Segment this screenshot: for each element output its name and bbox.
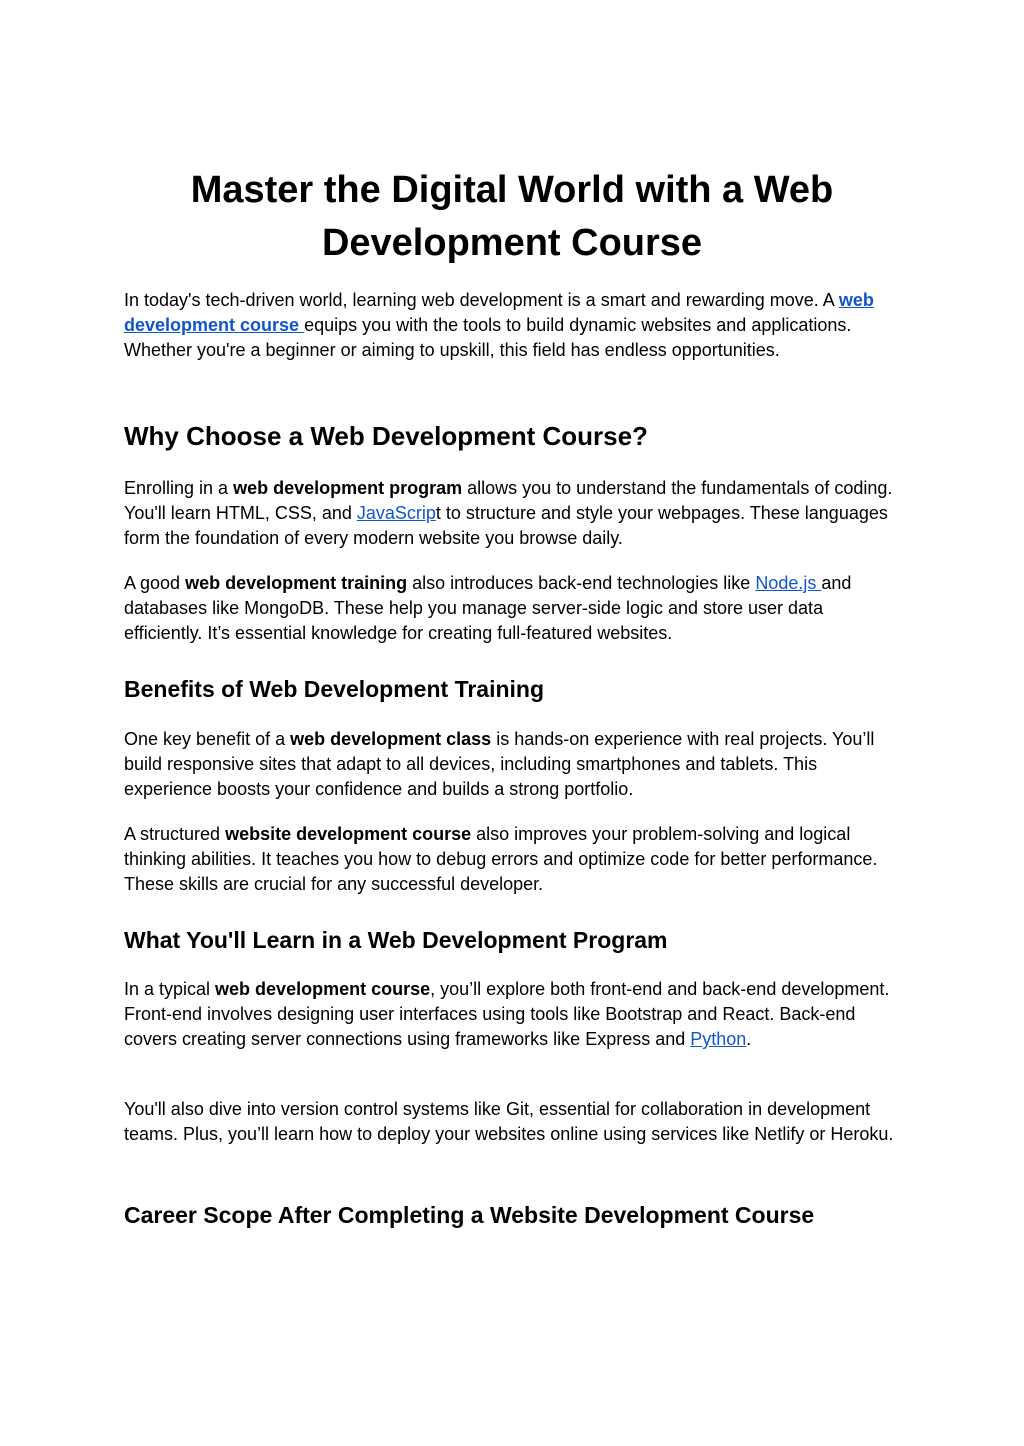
benefits-p2-bold: website development course	[225, 824, 472, 844]
benefits-paragraph-2	[124, 822, 900, 897]
learn-p1-text-2: , you’ll explore both front-end and back-end development. Front-end involves designing user interfaces using tools like Bootstrap and React. Back-end covers creating server connections using frameworks like Express and	[124, 979, 895, 1049]
intro-text-2: equips you with the tools to build dynamic websites and applications. Whether you're a beginner or aiming to upskill, this field has endless opportunities.	[124, 315, 857, 360]
why-p1-text-2: allows you to understand the fundamentals of coding. You'll learn HTML, CSS, and	[124, 478, 898, 523]
page-title-line-2: Development Course	[321, 222, 703, 264]
heading-why-choose: Why Choose a Web Development Course?	[124, 421, 648, 451]
learn-p2-text-1: You'll also dive into version control systems like Git, essential for collaboration in development teams. Plus, you’ll learn how to deploy your websites online using services like Netlify or Heroku.	[124, 1099, 894, 1144]
benefits-p1-text-2: is hands-on experience with real projects. You’ll build responsive sites that adapt to all devices, including smartphones and tablets. This experience boosts your confidence and builds a strong portfolio.	[124, 729, 880, 799]
why-p2-text-3: and databases like MongoDB. These help you manage server-side logic and store user data efficiently. It’s essential knowledge for creating full-featured websites.	[124, 573, 857, 643]
page-title	[124, 164, 900, 270]
benefits-p2-text-2: also improves your problem-solving and logical thinking abilities. It teaches you how to debug errors and optimize code for better performance. These skills are crucial for any successful developer.	[124, 824, 883, 894]
why-p1-text-3: t to structure and style your webpages. These languages form the foundation of every modern website you browse daily.	[124, 503, 893, 548]
benefits-paragraph-1	[124, 727, 900, 802]
heading-career-scope: Career Scope After Completing a Website Development Course	[124, 1202, 815, 1228]
benefits-p2-text-1: A structured	[124, 824, 226, 844]
learn-p1-text-1: In a typical	[124, 979, 216, 999]
why-p2-text-2: also introduces back-end technologies like	[407, 573, 756, 593]
why-paragraph-1	[124, 476, 900, 551]
learn-p1-text-3: .	[746, 1029, 752, 1049]
benefits-p1-bold: web development class	[290, 729, 492, 749]
learn-paragraph-2	[124, 1097, 900, 1147]
page-title-line-1: Master the Digital World with a Web	[190, 169, 834, 211]
javascript-link[interactable]: JavaScrip	[356, 503, 436, 523]
why-p1-bold: web development program	[233, 478, 463, 498]
learn-paragraph-1	[124, 977, 900, 1052]
heading-what-learn: What You'll Learn in a Web Development Program	[124, 927, 668, 953]
nodejs-link[interactable]: Node.js	[755, 573, 822, 593]
intro-paragraph	[124, 288, 900, 363]
learn-p1-bold: web development course	[215, 979, 431, 999]
why-p1-text-1: Enrolling in a	[124, 478, 234, 498]
why-p2-bold: web development training	[185, 573, 408, 593]
heading-benefits: Benefits of Web Development Training	[124, 676, 545, 702]
benefits-p1-text-1: One key benefit of a	[124, 729, 291, 749]
why-paragraph-2	[124, 571, 900, 646]
python-link[interactable]: Python	[690, 1029, 747, 1049]
why-p2-text-1: A good	[124, 573, 186, 593]
web-development-course-link[interactable]: web development course	[124, 290, 874, 335]
intro-text-1: In today's tech-driven world, learning web development is a smart and rewarding move. A	[124, 290, 839, 310]
